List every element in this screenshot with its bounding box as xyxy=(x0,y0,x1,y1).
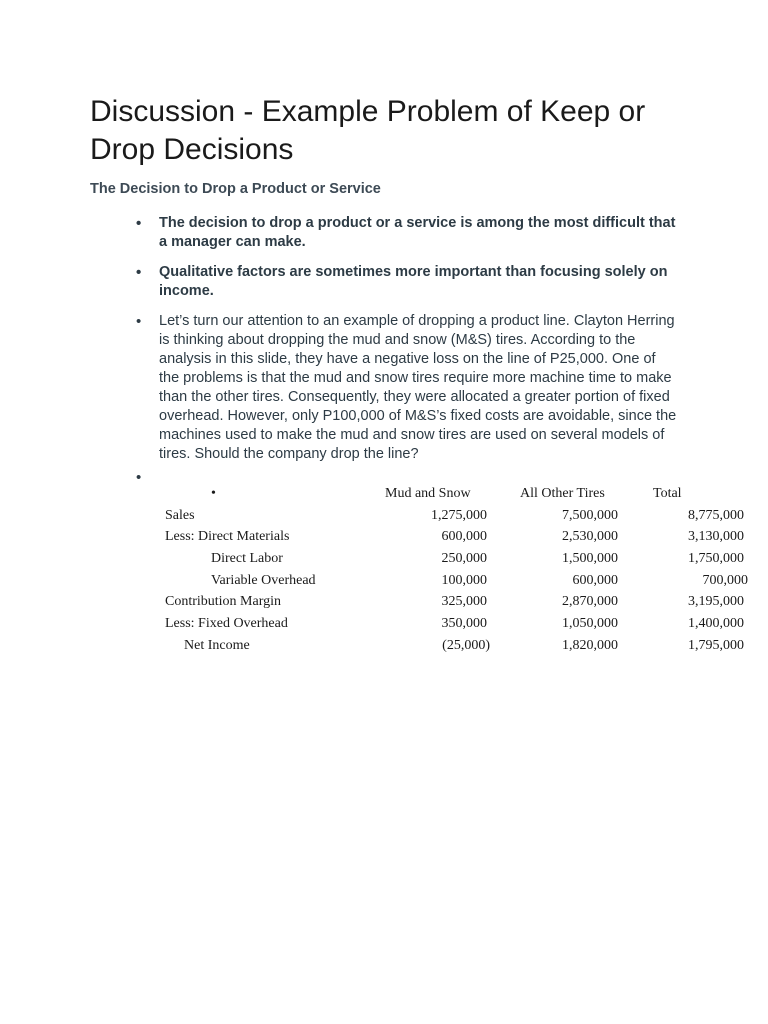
table-header-row xyxy=(0,483,768,505)
bullet-item: • Let’s turn our attention to an example of dropping a product line. Clayton Herring is thinking about dropping the mud and snow (M&S) tires. According to the analysis in this slide, they have a negative loss on the line of P25,000. One of the problems is that the mud and snow tires require more machine time to make than the other tires. Consequently, they were allocated a greater portion of fixed overhead. However, only P100,000 of M&S’s fixed costs are avoidable, since the machines used to make the mud and snow tires are used on several models of tires. Should the company drop the line? xyxy=(159,312,679,464)
cell-total: 1,795,000 xyxy=(688,637,744,653)
cell-total: 1,750,000 xyxy=(688,551,744,567)
cell-all-other-tires: 2,530,000 xyxy=(562,529,618,545)
cell-mud-and-snow: 250,000 xyxy=(441,551,487,567)
row-label: Contribution Margin xyxy=(165,594,282,610)
row-label: Variable Overhead xyxy=(211,572,316,588)
cell-mud-and-snow: 325,000 xyxy=(441,594,487,610)
header-bullet: • xyxy=(211,486,216,501)
cell-total: 700,000 xyxy=(702,572,748,588)
row-label: Less: Direct Materials xyxy=(165,529,290,545)
table-row xyxy=(0,548,768,570)
table-row xyxy=(0,591,768,613)
table-row xyxy=(0,526,768,548)
cell-all-other-tires: 7,500,000 xyxy=(562,507,618,523)
cell-all-other-tires: 1,500,000 xyxy=(562,551,618,567)
bullet-item: • Qualitative factors are sometimes more important than focusing solely on income. xyxy=(159,263,679,301)
cell-total: 1,400,000 xyxy=(688,616,744,632)
table-row xyxy=(0,570,768,592)
cell-total: 8,775,000 xyxy=(688,507,744,523)
column-header-all-other-tires: All Other Tires xyxy=(520,486,605,501)
cell-all-other-tires: 600,000 xyxy=(572,572,618,588)
bullet-item: • The decision to drop a product or a service is among the most difficult that a manager can make. xyxy=(159,214,679,252)
section-subtitle: The Decision to Drop a Product or Service xyxy=(90,181,381,197)
cell-mud-and-snow: 600,000 xyxy=(441,529,487,545)
cell-mud-and-snow: 100,000 xyxy=(441,572,487,588)
row-label: Direct Labor xyxy=(211,551,283,567)
cell-all-other-tires: 1,820,000 xyxy=(562,637,618,653)
table-row xyxy=(0,613,768,635)
row-label: Sales xyxy=(165,507,195,523)
cell-mud-and-snow: (25,000) xyxy=(442,637,490,653)
cell-mud-and-snow: 1,275,000 xyxy=(431,507,487,523)
page-title: Discussion - Example Problem of Keep or Drop Decisions xyxy=(90,95,646,166)
row-label: Net Income xyxy=(184,637,250,653)
column-header-total: Total xyxy=(653,486,682,501)
cell-all-other-tires: 2,870,000 xyxy=(562,594,618,610)
row-label: Less: Fixed Overhead xyxy=(165,616,288,632)
table-row xyxy=(0,505,768,527)
cell-total: 3,195,000 xyxy=(688,594,744,610)
column-header-mud-and-snow: Mud and Snow xyxy=(385,486,471,501)
cell-all-other-tires: 1,050,000 xyxy=(562,616,618,632)
cell-total: 3,130,000 xyxy=(688,529,744,545)
cell-mud-and-snow: 350,000 xyxy=(441,616,487,632)
table-row xyxy=(0,635,768,657)
income-statement-table xyxy=(0,483,768,657)
bullet-list xyxy=(0,214,679,487)
